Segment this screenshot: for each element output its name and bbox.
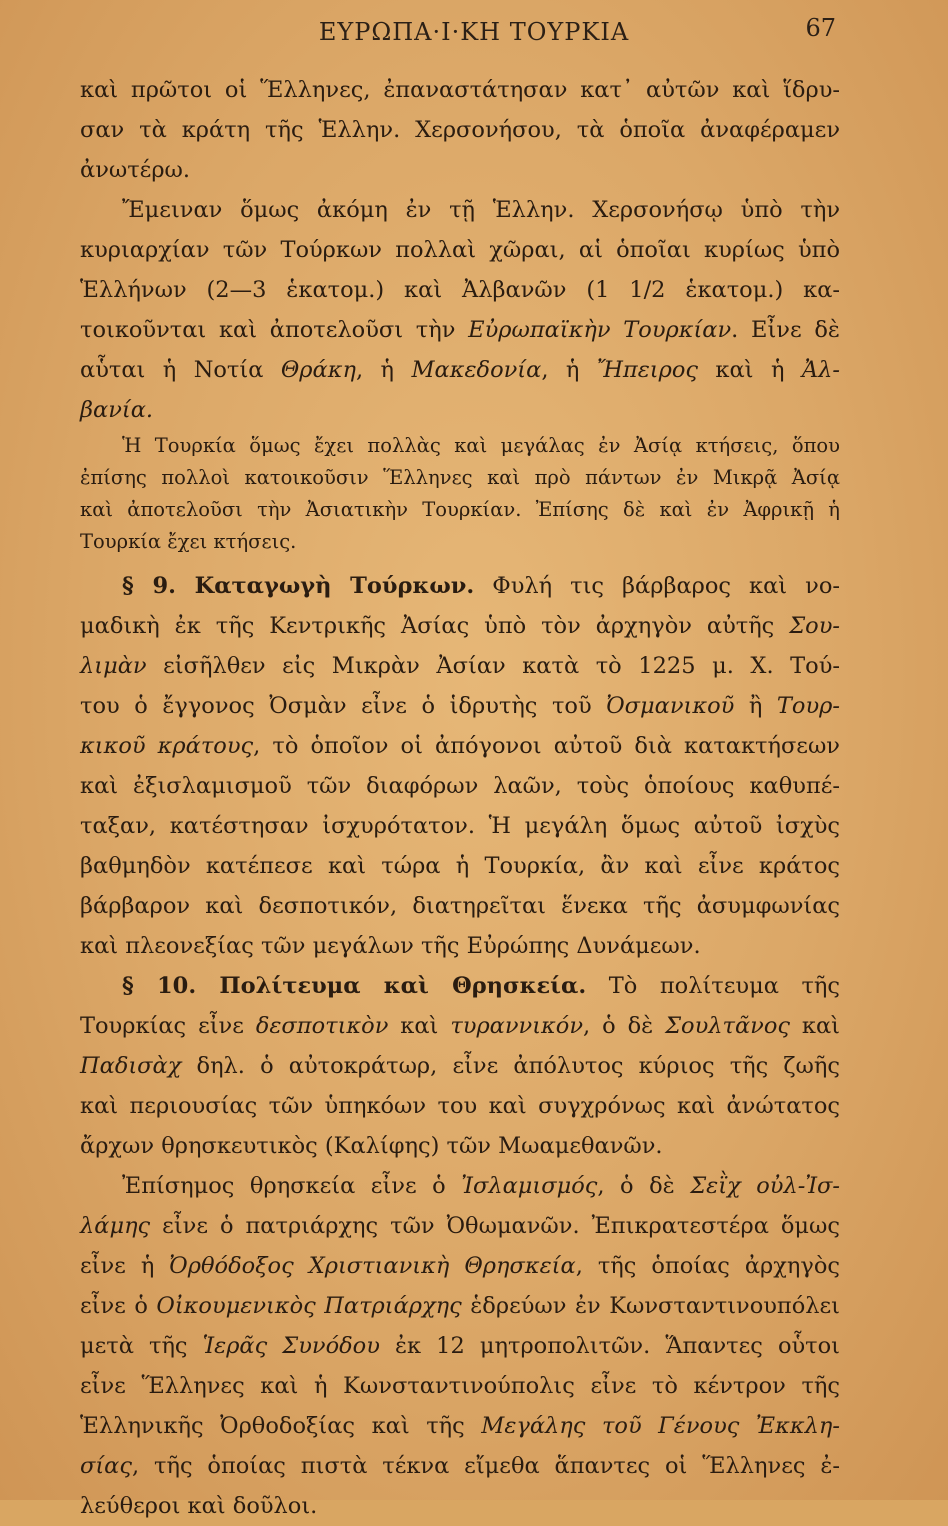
text-line: Τουρκίας εἶνε δεσποτικὸν καὶ τυραννικόν, ὁ δὲ Σουλτᾶνος καὶ xyxy=(80,1013,841,1039)
text-line: βανία. xyxy=(80,397,154,423)
running-header: ΕΥΡΩΠΑ·Ι·ΚΗ ΤΟΥΡΚΙΑ xyxy=(318,18,630,46)
text-line: Ἑλληνικῆς Ὀρθοδοξίας καὶ τῆς Μεγάλης τοῦ Γένους Ἐκκλη- xyxy=(80,1413,840,1439)
text-line: μαδικὴ ἐκ τῆς Κεντρικῆς Ἀσίας ὑπὸ τὸν ἀρχηγὸν αὐτῆς Σου- xyxy=(80,613,840,639)
small-print-line: καὶ ἀποτελοῦσι τὴν Ἀσιατικὴν Τουρκίαν. Ἐπίσης δὲ καὶ ἐν Ἀφρικῇ ἡ xyxy=(80,498,840,521)
text-line: ἀνωτέρω. xyxy=(80,157,191,183)
text-line: λιμὰν εἰσῆλθεν εἰς Μικρὰν Ἀσίαν κατὰ τὸ 1225 μ. Χ. Τού- xyxy=(80,653,840,679)
text-line: Ἔμειναν ὅμως ἀκόμη ἐν τῇ Ἑλλην. Χερσονήσῳ ὑπὸ τὴν xyxy=(122,197,840,223)
text-line: σαν τὰ κράτη τῆς Ἑλλην. Χερσονήσου, τὰ ὁποῖα ἀναφέραμεν xyxy=(80,117,840,143)
text-line: Ἐπίσημος θρησκεία εἶνε ὁ Ἰσλαμισμός, ὁ δὲ Σεῒχ οὐλ-Ἰσ- xyxy=(122,1173,840,1199)
text-line: εἶνε ἡ Ὀρθόδοξος Χριστιανικὴ Θρησκεία, τῆς ὁποίας ἀρχηγὸς xyxy=(80,1253,840,1279)
text-line: καὶ πρῶτοι οἱ Ἕλληνες, ἐπαναστάτησαν κατ᾽ αὐτῶν καὶ ἵδρυ- xyxy=(80,77,840,103)
text-line: τοικοῦνται καὶ ἀποτελοῦσι τὴν Εὐρωπαϊκὴν Τουρκίαν. Εἶνε δὲ xyxy=(80,317,840,343)
text-line: βαθμηδὸν κατέπεσε καὶ τώρα ἡ Τουρκία, ἂν καὶ εἶνε κράτος xyxy=(80,853,840,879)
text-line: ἄρχων θρησκευτικὸς (Καλίφης) τῶν Μωαμεθανῶν. xyxy=(80,1133,663,1159)
section-10-heading-line: § 10. Πολίτευμα καὶ Θρησκεία. Τὸ πολίτευμα τῆς xyxy=(122,973,841,999)
text-line: λάμης εἶνε ὁ πατριάρχης τῶν Ὀθωμανῶν. Ἐπικρατεστέρα ὅμως xyxy=(80,1213,840,1239)
small-print-line: Τουρκία ἔχει κτήσεις. xyxy=(80,530,297,553)
text-line: καὶ περιουσίας τῶν ὑπηκόων του καὶ συγχρόνως καὶ ἀνώτατος xyxy=(80,1093,840,1119)
text-line: αὗται ἡ Νοτία Θράκη, ἡ Μακεδονία, ἡ Ἤπειρος καὶ ἡ Ἀλ- xyxy=(80,357,840,383)
text-line: λεύθεροι καὶ δοῦλοι. xyxy=(80,1493,318,1519)
text-line: ταξαν, κατέστησαν ἰσχυρότατον. Ἡ μεγάλη ὅμως αὐτοῦ ἰσχὺς xyxy=(80,813,840,839)
section-heading: § 10. Πολίτευμα καὶ Θρησκεία. xyxy=(122,973,587,999)
text-line: κυριαρχίαν τῶν Τούρκων πολλαὶ χῶραι, αἱ ὁποῖαι κυρίως ὑπὸ xyxy=(80,237,840,263)
text-line: καὶ ἐξισλαμισμοῦ τῶν διαφόρων λαῶν, τοὺς ὁποίους καθυπέ- xyxy=(80,773,840,799)
text-line: εἶνε Ἕλληνες καὶ ἡ Κωνσταντινούπολις εἶνε τὸ κέντρον τῆς xyxy=(80,1373,840,1399)
small-print-line: Ἡ Τουρκία ὅμως ἔχει πολλὰς καὶ μεγάλας ἐν Ἀσίᾳ κτήσεις, ὅπου xyxy=(122,434,840,457)
body-text xyxy=(80,70,840,1526)
text-line: κικοῦ κράτους, τὸ ὁποῖον οἱ ἀπόγονοι αὐτοῦ διὰ κατακτήσεων xyxy=(80,733,840,759)
text-line: βάρβαρον καὶ δεσποτικόν, διατηρεῖται ἕνεκα τῆς ἀσυμφωνίας xyxy=(80,893,840,919)
text-line: Ἑλλήνων (2—3 ἑκατομ.) καὶ Ἀλβανῶν (1 1/2 ἑκατομ.) κα- xyxy=(80,277,840,303)
text-line: εἶνε ὁ Οἰκουμενικὸς Πατριάρχης ἑδρεύων ἐν Κωνσταντινουπόλει xyxy=(80,1293,840,1319)
small-print-line: ἐπίσης πολλοὶ κατοικοῦσιν Ἕλληνες καὶ πρὸ πάντων ἐν Μικρᾷ Ἀσίᾳ xyxy=(80,466,840,489)
text-line: σίας, τῆς ὁποίας πιστὰ τέκνα εἴμεθα ἅπαντες οἱ Ἕλληνες ἐ- xyxy=(80,1453,840,1479)
section-9-heading-line: § 9. Καταγωγὴ Τούρκων. Φυλή τις βάρβαρος καὶ νο- xyxy=(122,573,840,599)
section-heading: § 9. Καταγωγὴ Τούρκων. xyxy=(122,573,475,599)
text-line: Παδισὰχ δηλ. ὁ αὐτοκράτωρ, εἶνε ἀπόλυτος κύριος τῆς ζωῆς xyxy=(80,1053,840,1079)
text-line: μετὰ τῆς Ἱερᾶς Συνόδου ἐκ 12 μητροπολιτῶν. Ἅπαντες οὗτοι xyxy=(80,1333,840,1359)
text-line: του ὁ ἔγγονος Ὀσμὰν εἶνε ὁ ἱδρυτὴς τοῦ Ὀσμανικοῦ ἢ Τουρ- xyxy=(80,693,840,719)
page-number: 67 xyxy=(805,14,836,42)
text-line: καὶ πλεονεξίας τῶν μεγάλων τῆς Εὐρώπης Δυνάμεων. xyxy=(80,933,701,959)
